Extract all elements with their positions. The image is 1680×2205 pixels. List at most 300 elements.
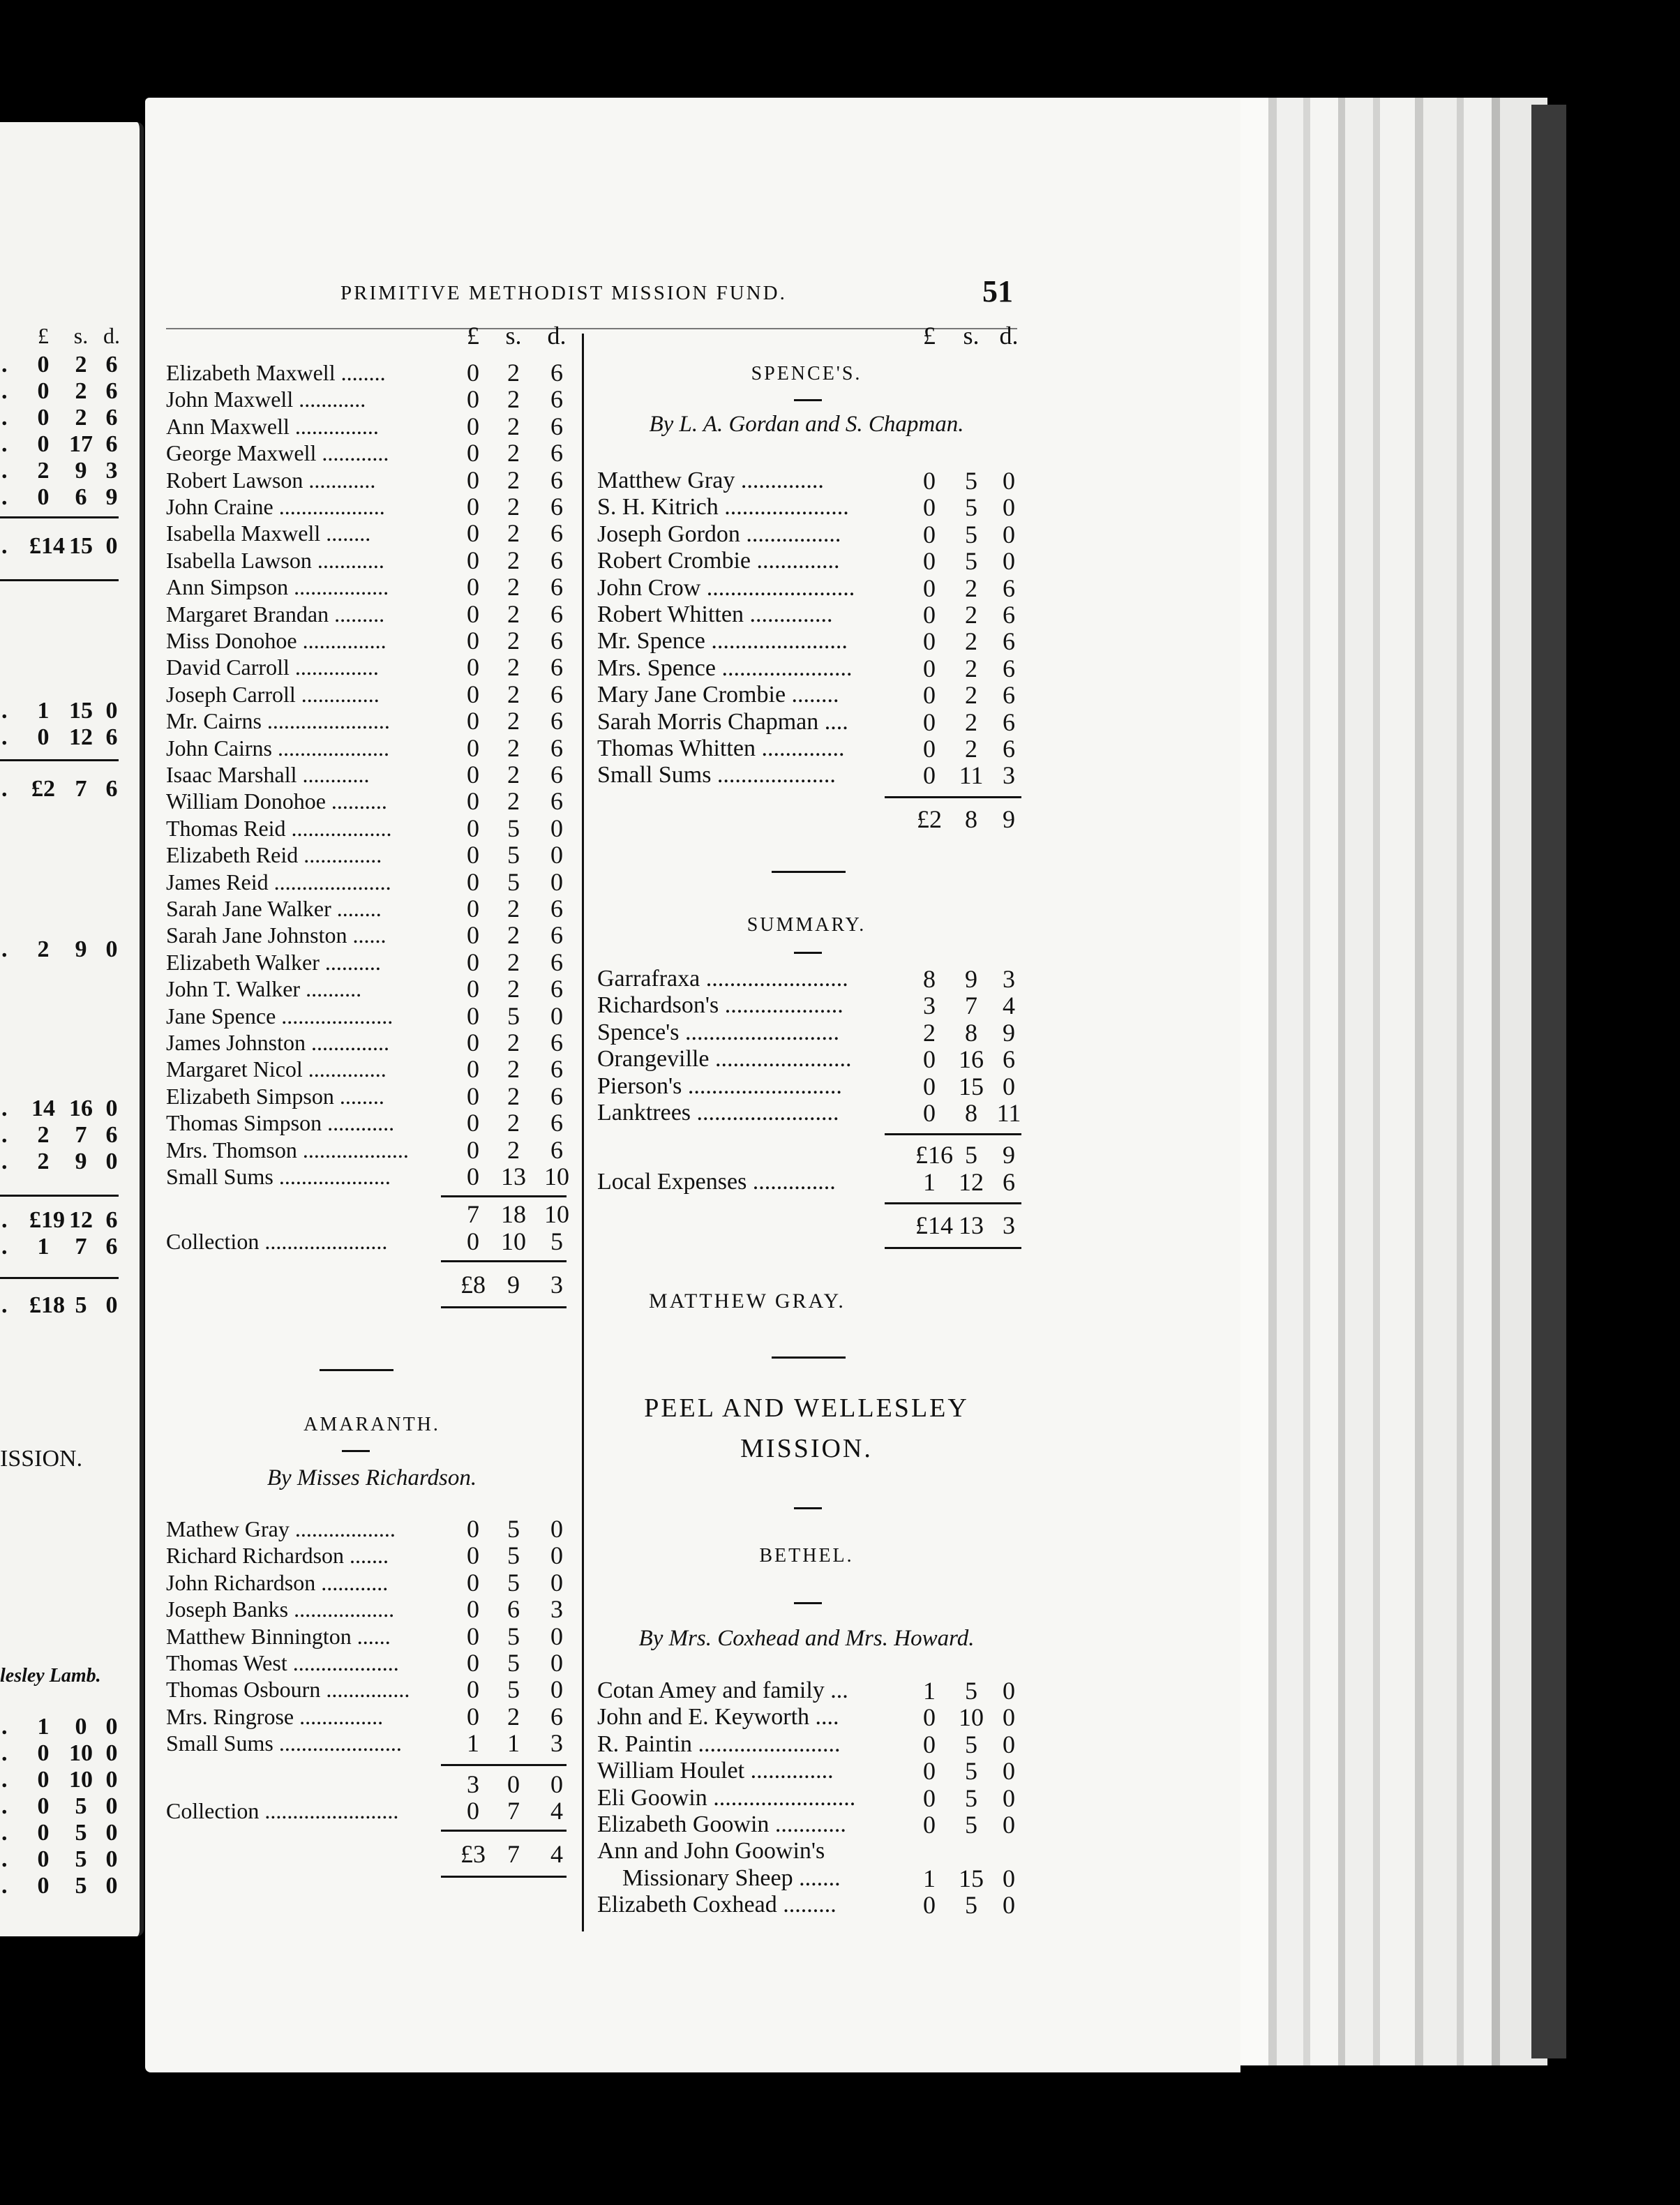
pounds-value: 0 xyxy=(923,761,936,789)
entry-name: Robert Crombie .............. xyxy=(597,548,840,574)
leader-dot: . xyxy=(1,1122,8,1148)
pence-value: 0 xyxy=(1003,1891,1015,1919)
shillings-value: 2 xyxy=(507,653,520,681)
shillings-value: 10 xyxy=(69,1767,93,1793)
pence-value: 0 xyxy=(1003,547,1015,575)
entry-name: Richardson's .................... xyxy=(597,992,843,1018)
shillings-value: 5 xyxy=(507,1569,520,1597)
subtotal-rule xyxy=(441,1764,567,1766)
pounds-value: £2 xyxy=(917,805,942,833)
entry-name: Small Sums .................... xyxy=(166,1164,391,1189)
pence-value: 0 xyxy=(1003,1784,1015,1812)
pence-value: 0 xyxy=(105,698,118,724)
pounds-value: 0 xyxy=(467,868,479,896)
pounds-value: 0 xyxy=(467,1569,479,1597)
pounds-value: 2 xyxy=(37,1122,50,1148)
total-rule xyxy=(885,1202,1021,1204)
ledger-row xyxy=(597,575,1037,601)
pounds-value: 0 xyxy=(467,1541,479,1569)
shillings-value: 2 xyxy=(507,1136,520,1164)
previous-rule xyxy=(0,516,119,518)
shillings-value: 5 xyxy=(507,1622,520,1650)
shillings-value: 5 xyxy=(507,1541,520,1569)
entry-name: Joseph Gordon ................ xyxy=(597,521,841,547)
pounds-value: 3 xyxy=(923,992,936,1019)
leader-dot: . xyxy=(1,405,8,431)
entry-name: Collection ...................... xyxy=(166,1229,388,1254)
pounds-value: 2 xyxy=(923,1019,936,1047)
shillings-value: 2 xyxy=(965,708,977,736)
entry-name: R. Paintin ........................ xyxy=(597,1731,841,1757)
pence-value: 6 xyxy=(550,412,563,440)
entry-name: Elizabeth Goowin ............ xyxy=(597,1811,846,1837)
shillings-value: 12 xyxy=(69,724,93,750)
pence-value: 0 xyxy=(105,1740,118,1766)
previous-rule xyxy=(0,1277,119,1279)
pence-value: 6 xyxy=(550,975,563,1003)
shillings-value: 15 xyxy=(959,1072,984,1100)
total-double-rule xyxy=(441,1876,567,1878)
pounds-value: 0 xyxy=(467,1002,479,1030)
total-rule xyxy=(441,1260,567,1262)
previous-row xyxy=(0,936,133,963)
shillings-value: 2 xyxy=(965,735,977,763)
pence-header: d. xyxy=(103,323,120,348)
shillings-value: 9 xyxy=(965,965,977,993)
shillings-value: 1 xyxy=(507,1729,520,1757)
shillings-value: 17 xyxy=(69,431,93,457)
previous-row xyxy=(0,1873,133,1899)
pounds-value: 0 xyxy=(467,921,479,949)
shillings-header: s. xyxy=(963,322,980,350)
pounds-value: 0 xyxy=(37,724,50,750)
entry-name: John and E. Keyworth .... xyxy=(597,1704,839,1730)
pounds-value: 0 xyxy=(467,1622,479,1650)
pounds-value: 0 xyxy=(467,787,479,815)
shillings-value: 5 xyxy=(75,1820,87,1846)
pence-value: 6 xyxy=(550,546,563,574)
collection-row xyxy=(166,1228,585,1255)
pounds-value: 0 xyxy=(37,1846,50,1872)
section-divider xyxy=(772,1356,846,1359)
previous-rule xyxy=(0,1195,119,1197)
pounds-header: £ xyxy=(38,323,49,348)
pence-value: 0 xyxy=(550,868,563,896)
shillings-value: 2 xyxy=(507,412,520,440)
pence-value: 6 xyxy=(550,573,563,601)
pence-value: 0 xyxy=(105,1149,118,1174)
pence-header: d. xyxy=(547,322,567,350)
ledger-row xyxy=(597,521,1037,548)
ledger-row xyxy=(166,520,585,546)
pence-value: 0 xyxy=(550,1569,563,1597)
pence-value: 6 xyxy=(550,895,563,922)
pounds-value: 14 xyxy=(31,1096,55,1121)
pounds-value: 0 xyxy=(37,378,50,404)
pounds-value: 0 xyxy=(923,1703,936,1731)
pence-value: 0 xyxy=(550,814,563,842)
previous-rule xyxy=(0,579,119,581)
entry-name: Eli Goowin ........................ xyxy=(597,1785,856,1811)
entry-name: Isabella Lawson ............ xyxy=(166,548,384,573)
entry-name: Matthew Binnington ...... xyxy=(166,1624,391,1649)
ledger-row xyxy=(166,440,585,466)
pounds-value: 0 xyxy=(923,1045,936,1073)
shillings-value: 5 xyxy=(965,1757,977,1785)
entry-name: John Maxwell ............ xyxy=(166,387,366,412)
shillings-value: 15 xyxy=(69,698,93,724)
pence-value: 6 xyxy=(550,1703,563,1731)
pounds-value: 1 xyxy=(923,1168,936,1196)
leader-dot: . xyxy=(1,1846,8,1872)
entry-name: Sarah Jane Walker ........ xyxy=(166,896,382,921)
shillings-value: 2 xyxy=(507,573,520,601)
pounds-value: £18 xyxy=(29,1292,65,1318)
pence-value: 0 xyxy=(550,1622,563,1650)
entry-name: Mathew Gray .................. xyxy=(166,1516,396,1541)
pounds-value: 1 xyxy=(37,698,50,724)
total-rule xyxy=(885,796,1021,798)
entry-name: Elizabeth Coxhead ......... xyxy=(597,1892,837,1918)
shillings-value: 5 xyxy=(965,1891,977,1919)
previous-lamb-fragment: lesley Lamb. xyxy=(0,1665,101,1687)
pence-value: 6 xyxy=(550,493,563,521)
ledger-row xyxy=(597,1019,1037,1046)
entry-name: Robert Lawson ............ xyxy=(166,468,376,493)
shillings-value: 16 xyxy=(69,1096,93,1121)
entry-name: David Carroll ............... xyxy=(166,655,379,680)
ledger-row xyxy=(166,1596,585,1622)
pounds-value: 0 xyxy=(923,735,936,763)
pence-value: 6 xyxy=(105,378,118,404)
local-expenses-row xyxy=(597,1169,1037,1195)
pence-value: 0 xyxy=(1003,1811,1015,1839)
pounds-value: 0 xyxy=(923,493,936,521)
ledger-row xyxy=(166,895,585,922)
pounds-value: 0 xyxy=(37,1820,50,1846)
mission-title: PEEL AND WELLESLEY xyxy=(644,1393,969,1423)
pounds-value: 0 xyxy=(923,708,936,736)
ledger-row xyxy=(597,735,1037,762)
entry-name: Ann Maxwell ............... xyxy=(166,414,379,439)
section-divider xyxy=(320,1369,393,1371)
pence-value: 0 xyxy=(105,1793,118,1819)
pence-value: 0 xyxy=(105,533,118,559)
shillings-value: 5 xyxy=(965,1784,977,1812)
previous-row xyxy=(0,724,133,751)
previous-row xyxy=(0,1767,133,1793)
entry-name: Thomas Osbourn ............... xyxy=(166,1677,410,1702)
shillings-value: 2 xyxy=(507,493,520,521)
pounds-value: 2 xyxy=(37,1149,50,1174)
entry-name: Matthew Gray .............. xyxy=(597,468,824,493)
pence-value: 3 xyxy=(1003,965,1015,993)
pence-value: 6 xyxy=(1003,681,1015,709)
pounds-value: 0 xyxy=(37,405,50,431)
pence-value: 4 xyxy=(550,1797,563,1825)
pence-value: 6 xyxy=(1003,601,1015,629)
previous-row xyxy=(0,1820,133,1846)
shillings-value: 8 xyxy=(965,1019,977,1047)
total-double-rule xyxy=(885,1247,1021,1249)
shillings-value: 8 xyxy=(965,805,977,833)
pounds-value: 0 xyxy=(467,1675,479,1703)
pence-value: 3 xyxy=(1003,1211,1015,1239)
shillings-value: 10 xyxy=(69,1740,93,1766)
pounds-value: 0 xyxy=(923,1731,936,1758)
book-cover xyxy=(1531,105,1566,2058)
entry-name: John Craine ................... xyxy=(166,494,385,519)
shillings-value: 2 xyxy=(965,601,977,629)
section-dash xyxy=(794,1507,822,1509)
pounds-value: 1 xyxy=(467,1729,479,1757)
entry-name: Margaret Nicol .............. xyxy=(166,1056,387,1082)
pounds-value: 0 xyxy=(467,1797,479,1825)
previous-row xyxy=(0,484,133,511)
ledger-row xyxy=(166,788,585,814)
ledger-row xyxy=(597,601,1037,628)
ledger-row xyxy=(166,547,585,574)
shillings-value: 9 xyxy=(75,936,87,962)
pence-value: 6 xyxy=(105,431,118,457)
pounds-value: 0 xyxy=(37,484,50,510)
shillings-header: s. xyxy=(73,323,89,348)
leader-dot: . xyxy=(1,1873,8,1899)
previous-total xyxy=(0,1292,133,1319)
shillings-value: 2 xyxy=(965,574,977,602)
entry-name: Sarah Morris Chapman .... xyxy=(597,709,848,735)
shillings-value: 5 xyxy=(965,1141,977,1169)
total-row xyxy=(166,1271,585,1298)
pounds-value: 0 xyxy=(467,1082,479,1110)
entry-name: Joseph Banks .................. xyxy=(166,1597,395,1622)
pounds-value: 0 xyxy=(923,627,936,655)
shillings-value: 2 xyxy=(507,680,520,708)
shillings-value: 5 xyxy=(965,1731,977,1758)
ledger-row xyxy=(597,1838,1037,1864)
ledger-row xyxy=(166,922,585,948)
currency-header-right xyxy=(597,322,1019,350)
pounds-value: 0 xyxy=(467,385,479,413)
pence-value: 11 xyxy=(996,1099,1021,1127)
pence-value: 6 xyxy=(550,1136,563,1164)
running-title: PRIMITIVE METHODIST MISSION FUND. xyxy=(340,282,787,304)
shillings-value: 2 xyxy=(507,1029,520,1056)
ledger-row xyxy=(597,1811,1037,1838)
shillings-value: 9 xyxy=(75,1149,87,1174)
pence-value: 4 xyxy=(550,1840,563,1868)
pounds-value: 0 xyxy=(923,1757,936,1785)
pence-value: 3 xyxy=(550,1595,563,1623)
shillings-value: 2 xyxy=(965,627,977,655)
pence-value: 6 xyxy=(550,734,563,762)
leader-dot: . xyxy=(1,776,8,802)
shillings-value: 2 xyxy=(965,681,977,709)
pounds-value: 0 xyxy=(467,573,479,601)
shillings-value: 2 xyxy=(75,405,87,431)
shillings-value: 6 xyxy=(507,1595,520,1623)
pence-value: 6 xyxy=(550,653,563,681)
leader-dot: . xyxy=(1,698,8,724)
pence-value: 6 xyxy=(1003,1045,1015,1073)
pounds-value: 0 xyxy=(37,1767,50,1793)
ledger-row xyxy=(166,1542,585,1569)
shillings-value: 5 xyxy=(507,1649,520,1677)
leader-dot: . xyxy=(1,431,8,457)
leader-dot: . xyxy=(1,1207,8,1233)
pounds-header: £ xyxy=(467,322,479,350)
previous-row xyxy=(0,1793,133,1820)
section-divider xyxy=(772,871,846,873)
pence-value: 0 xyxy=(1003,521,1015,548)
pounds-value: 0 xyxy=(923,1099,936,1127)
ledger-row xyxy=(166,1516,585,1542)
leader-dot: . xyxy=(1,1793,8,1819)
ledger-row xyxy=(597,494,1037,521)
pence-value: 6 xyxy=(105,352,118,378)
pounds-value: 0 xyxy=(467,814,479,842)
shillings-value: 0 xyxy=(507,1770,520,1798)
pence-value: 0 xyxy=(105,1873,118,1899)
pence-value: 0 xyxy=(1003,1864,1015,1892)
entry-name: Thomas Simpson ............ xyxy=(166,1110,395,1135)
pounds-value: 0 xyxy=(923,655,936,682)
pence-value: 6 xyxy=(550,948,563,976)
leader-dot: . xyxy=(1,1149,8,1174)
previous-total xyxy=(0,776,133,802)
leader-dot: . xyxy=(1,458,8,484)
shillings-value: 2 xyxy=(507,627,520,655)
ledger-row xyxy=(166,467,585,493)
shillings-value: 11 xyxy=(959,761,984,789)
ledger-row xyxy=(166,1650,585,1676)
pounds-value: 0 xyxy=(467,546,479,574)
entry-name: Spence's .......................... xyxy=(597,1019,840,1045)
ledger-row xyxy=(166,1083,585,1109)
ledger-row xyxy=(166,601,585,627)
pounds-header: £ xyxy=(923,322,936,350)
total-double-rule xyxy=(441,1306,567,1308)
shillings-value: 5 xyxy=(965,1811,977,1839)
pounds-value: 0 xyxy=(467,1649,479,1677)
shillings-value: 5 xyxy=(507,1515,520,1543)
pounds-value: 0 xyxy=(467,841,479,869)
pounds-value: 7 xyxy=(467,1200,479,1228)
shillings-value: 2 xyxy=(507,921,520,949)
entry-name: Collection ........................ xyxy=(166,1798,399,1823)
ledger-row xyxy=(597,966,1037,992)
shillings-value: 5 xyxy=(507,1675,520,1703)
shillings-value: 2 xyxy=(75,352,87,378)
pounds-value: 1 xyxy=(923,1677,936,1705)
entry-name: Elizabeth Maxwell ........ xyxy=(166,360,386,385)
pounds-value: 0 xyxy=(467,519,479,547)
pence-value: 9 xyxy=(1003,805,1015,833)
pence-value: 0 xyxy=(105,1767,118,1793)
ledger-row xyxy=(166,1623,585,1650)
pence-value: 3 xyxy=(550,1729,563,1757)
shillings-value: 2 xyxy=(507,1082,520,1110)
previous-row xyxy=(0,378,133,405)
shillings-header: s. xyxy=(505,322,522,350)
shillings-value: 5 xyxy=(965,1677,977,1705)
pounds-value: 0 xyxy=(37,1873,50,1899)
section-dash xyxy=(794,952,822,954)
pence-value: 0 xyxy=(550,1515,563,1543)
pounds-value: 0 xyxy=(923,1891,936,1919)
previous-mission-fragment: ISSION. xyxy=(0,1446,83,1472)
shillings-value: 7 xyxy=(75,1122,87,1148)
shillings-value: 2 xyxy=(507,734,520,762)
entry-name: John T. Walker .......... xyxy=(166,976,362,1001)
ledger-row xyxy=(597,1073,1037,1100)
pence-value: 6 xyxy=(550,680,563,708)
shillings-value: 2 xyxy=(507,707,520,735)
entry-name: Small Sums .................... xyxy=(597,762,836,788)
ledger-row xyxy=(166,869,585,895)
pounds-value: 1 xyxy=(923,1864,936,1892)
section-collectors: By Misses Richardson. xyxy=(267,1465,477,1490)
entry-name: Elizabeth Simpson ........ xyxy=(166,1084,384,1109)
pence-value: 0 xyxy=(550,1649,563,1677)
pounds-value: 0 xyxy=(923,547,936,575)
shillings-value: 7 xyxy=(75,1234,87,1260)
pounds-value: 0 xyxy=(923,574,936,602)
ledger-row xyxy=(166,627,585,654)
pounds-value: 0 xyxy=(37,352,50,378)
pounds-value: 0 xyxy=(467,359,479,387)
ledger-row xyxy=(166,1730,585,1756)
entry-name: Local Expenses .............. xyxy=(597,1169,836,1195)
previous-row xyxy=(0,698,133,724)
pence-value: 0 xyxy=(105,1714,118,1740)
shillings-value: 2 xyxy=(507,519,520,547)
ledger-row xyxy=(166,1056,585,1082)
previous-row xyxy=(0,431,133,458)
entry-name: John Crow ......................... xyxy=(597,575,855,601)
entry-name: George Maxwell ............ xyxy=(166,440,389,465)
subtotal-rule xyxy=(885,1133,1021,1135)
shillings-value: 10 xyxy=(959,1703,984,1731)
entry-name: Garrafraxa ........................ xyxy=(597,966,848,992)
shillings-value: 7 xyxy=(75,776,87,802)
previous-total xyxy=(0,533,133,560)
ledger-row xyxy=(597,1892,1037,1918)
leader-dot: . xyxy=(1,1714,8,1740)
leader-dot: . xyxy=(1,378,8,404)
pence-value: 6 xyxy=(550,921,563,949)
shillings-value: 5 xyxy=(507,868,520,896)
pence-header: d. xyxy=(999,322,1019,350)
pence-value: 3 xyxy=(550,1271,563,1299)
pounds-value: 0 xyxy=(467,1595,479,1623)
pence-value: 0 xyxy=(1003,493,1015,521)
ledger-row xyxy=(597,468,1037,494)
collection-row xyxy=(166,1797,585,1824)
pence-value: 6 xyxy=(105,776,118,802)
pounds-value: 0 xyxy=(37,431,50,457)
pounds-value: 0 xyxy=(923,1784,936,1812)
pounds-value: 0 xyxy=(467,895,479,922)
entry-name: James Reid ..................... xyxy=(166,869,391,895)
pounds-value: 0 xyxy=(923,1811,936,1839)
subtotal-row xyxy=(166,1201,585,1227)
pounds-value: 0 xyxy=(37,1793,50,1819)
pence-value: 0 xyxy=(1003,1677,1015,1705)
pence-value: 0 xyxy=(105,1846,118,1872)
leader-dot: . xyxy=(1,1767,8,1793)
pounds-value: 0 xyxy=(467,680,479,708)
